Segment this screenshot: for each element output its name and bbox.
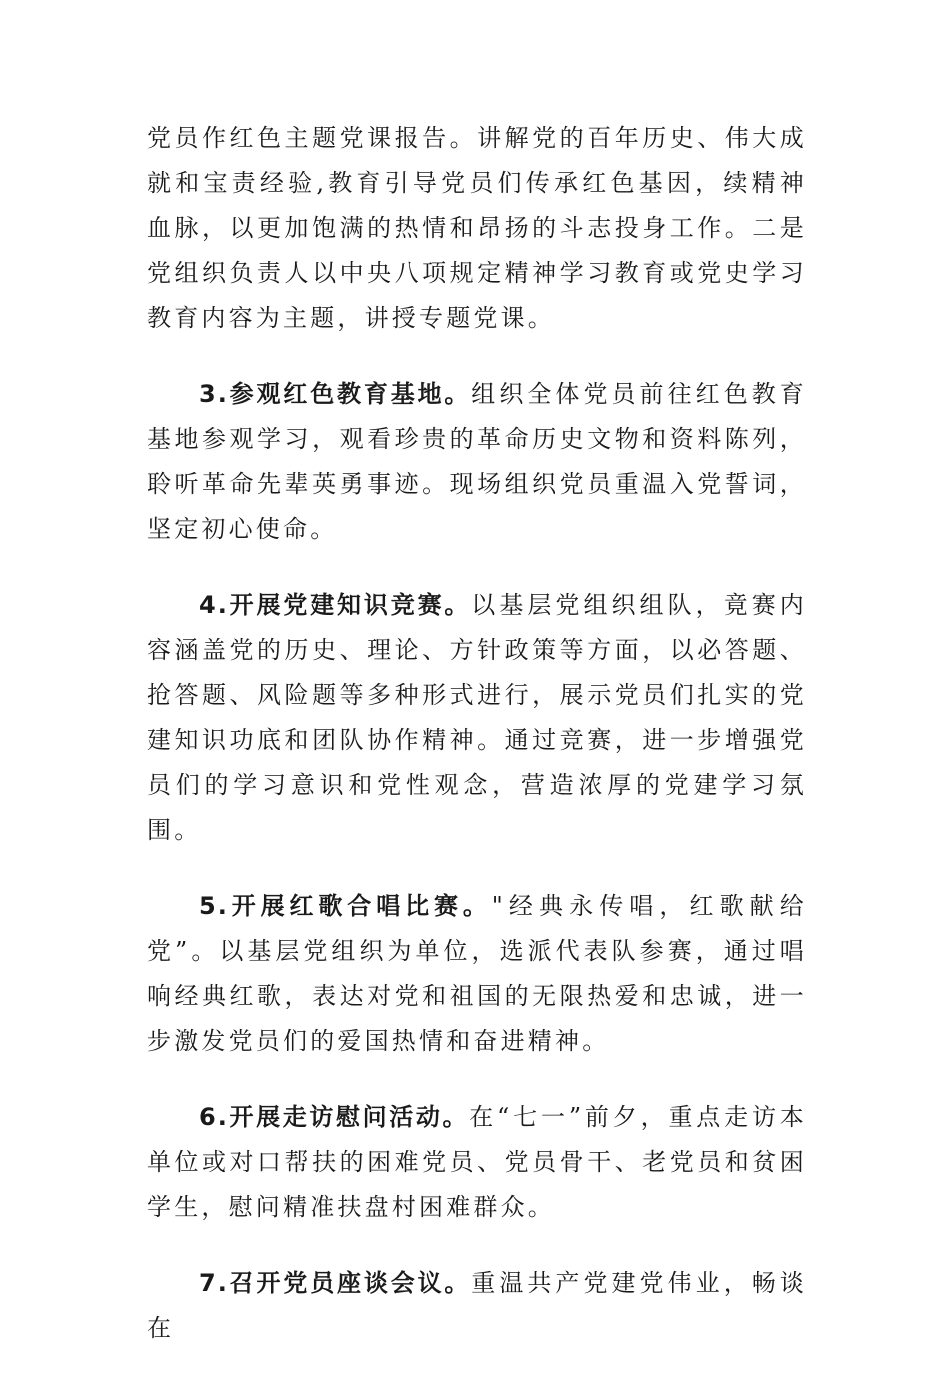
paragraph-heading: 3.参观红色教育基地。 — [199, 380, 472, 408]
paragraph-heading: 4.开展党建知识竞赛。 — [199, 591, 472, 619]
paragraph-6-visit-activity — [147, 1095, 807, 1230]
paragraph-text: 组织全体党员前往红色教育基地参观学习，观看珍贵的革命历史文物和资料陈列，聆听革命先辈英勇事迹。现场组织党员重温入党誓词，坚定初心使命。 — [147, 380, 807, 543]
paragraph-1 — [147, 116, 807, 341]
paragraph-text: "经典永传唱，红歌献给党”。以基层党组织为单位，选派代表队参赛，通过唱响经典红歌，表达对党和祖国的无限热爱和忠诚，进一步激发党员们的爱国热情和奋进精神。 — [147, 892, 807, 1055]
paragraph-4-knowledge-contest — [147, 583, 807, 853]
paragraph-5-choir-contest — [147, 884, 807, 1064]
paragraph-heading: 6.开展走访慰问活动。 — [199, 1103, 470, 1131]
document-body — [147, 116, 807, 1382]
paragraph-heading: 7.召开党员座谈会议。 — [199, 1269, 472, 1297]
paragraph-text: 以基层党组织组队，竟赛内容涵盖党的历史、理论、方针政策等方面，以必答题、抢答题、风险题等多种形式进行，展示党员们扎实的党建知识功底和团队协作精神。通过竞赛，进一步增强党员们的学习意识和党性观念，营造浓厚的党建学习氛围。 — [147, 591, 807, 844]
paragraph-3-red-education-base — [147, 372, 807, 552]
paragraph-text: 党员作红色主题党课报告。讲解党的百年历史、伟大成就和宝责经验,教育引导党员们传承红色基因，续精神血脉，以更加饱满的热情和昂扬的斗志投身工作。二是党组织负责人以中央八项规定精神学习教育或党史学习教育内容为主题，讲授专题党课。 — [147, 124, 807, 332]
paragraph-7-symposium — [147, 1261, 807, 1351]
paragraph-heading: 5.开展红歌合唱比赛。 — [199, 892, 492, 920]
paragraph-text: 在“七一”前夕，重点走访本单位或对口帮扶的困难党员、党员骨干、老党员和贫困学生，慰问精准扶盘村困难群众。 — [147, 1103, 807, 1221]
paragraph-text: 重温共产党建党伟业，畅谈在 — [147, 1269, 807, 1342]
